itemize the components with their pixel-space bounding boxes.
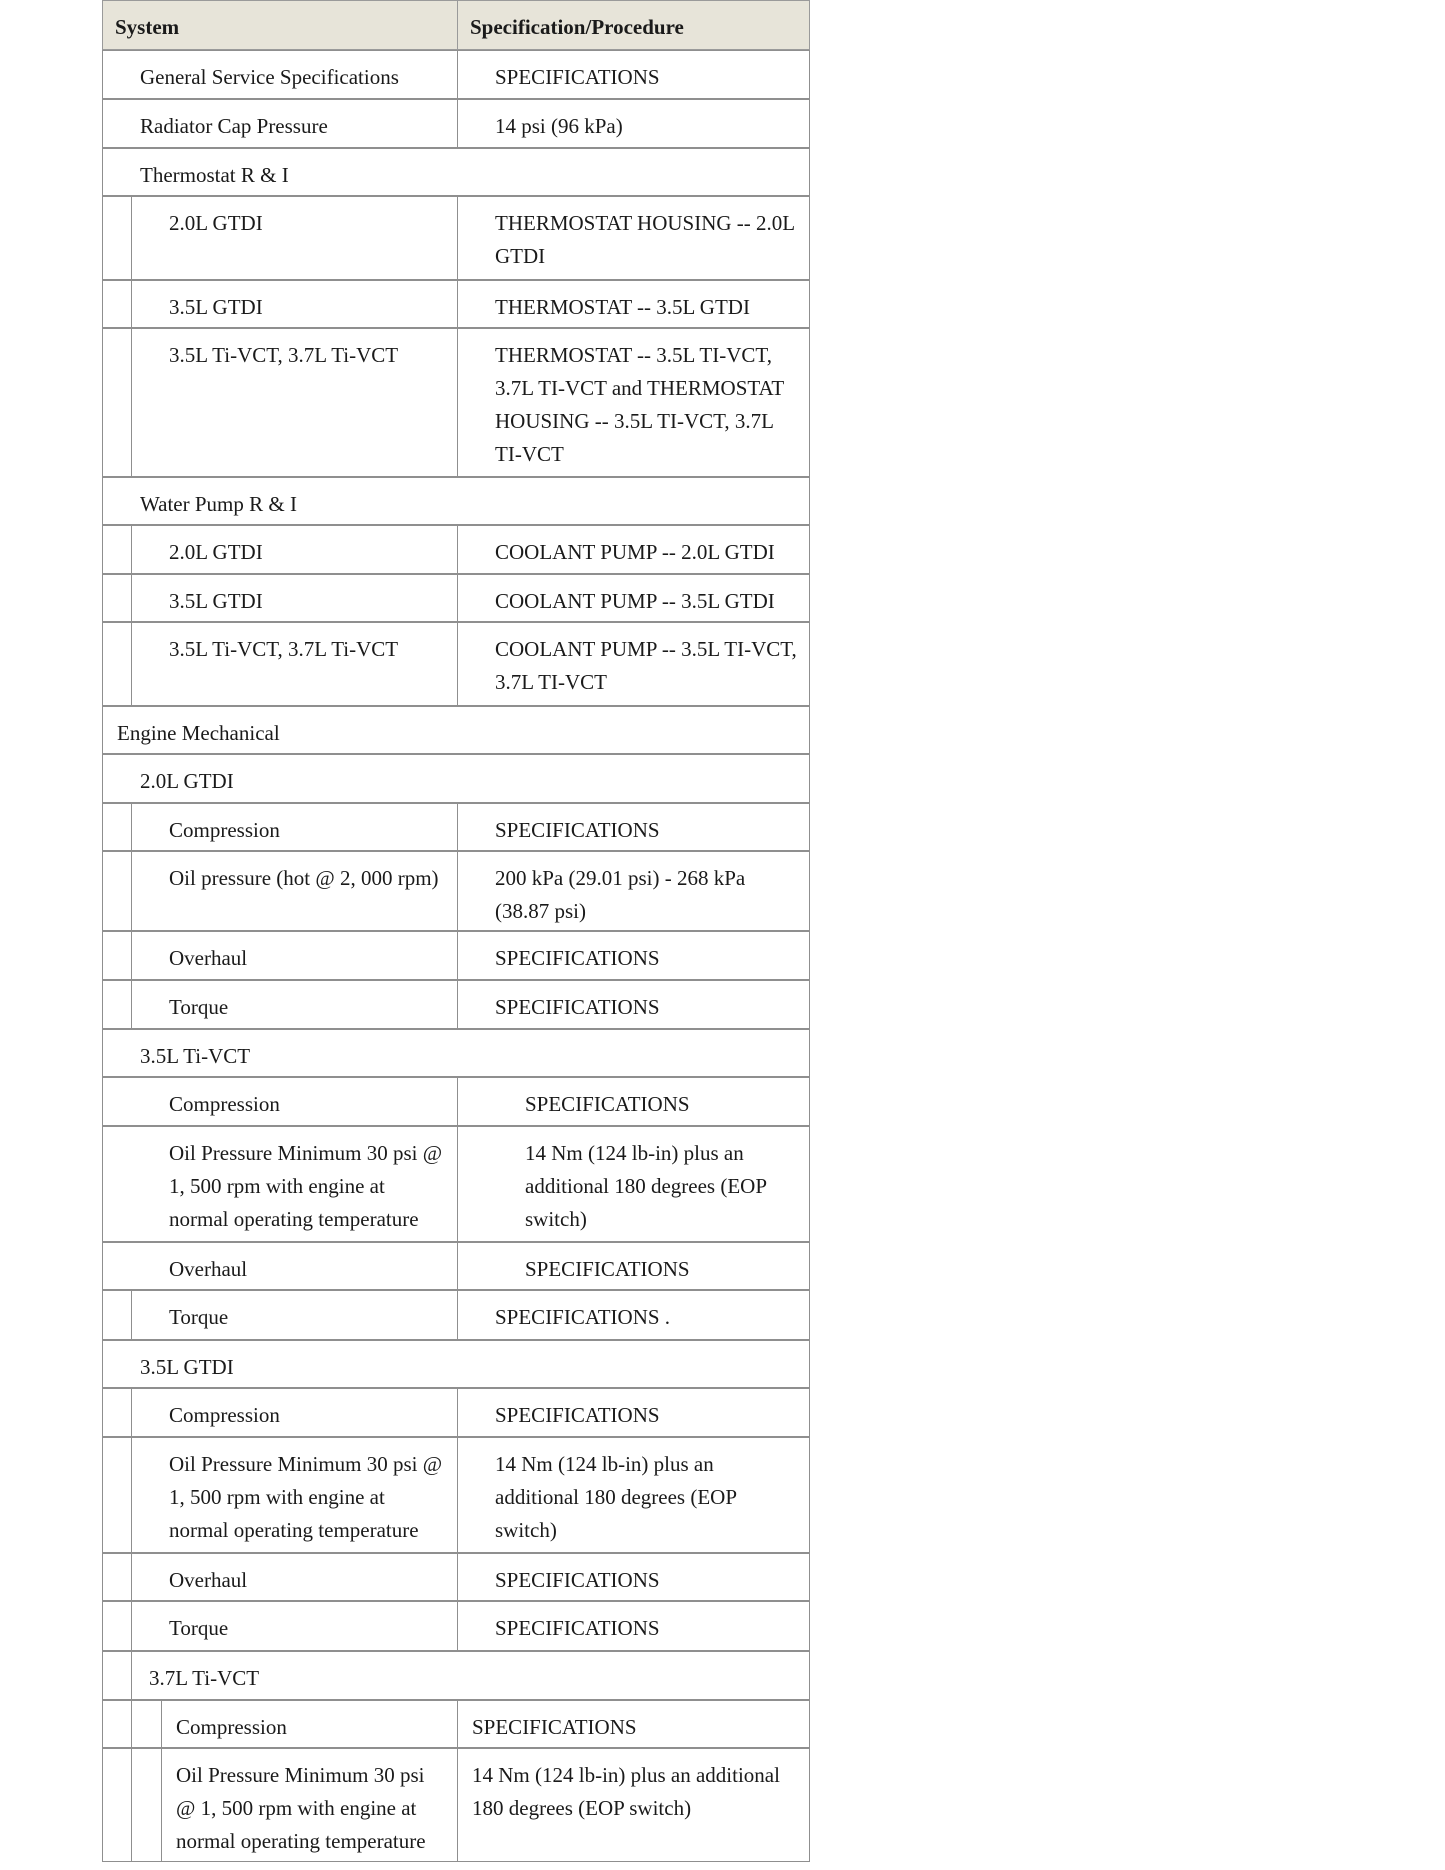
table-row: [102, 196, 810, 280]
indent-gutter: [102, 851, 132, 931]
group-label: Water Pump R & I: [102, 477, 810, 525]
spec-cell: SPECIFICATIONS: [457, 931, 810, 980]
table-row: [102, 1700, 810, 1748]
table-row: [102, 803, 810, 851]
table-row: [102, 931, 810, 980]
header-system: System: [102, 0, 458, 50]
table-row: [102, 1126, 810, 1242]
system-cell: Torque: [131, 980, 458, 1029]
group-row: [102, 148, 810, 196]
group-label: Thermostat R & I: [102, 148, 810, 196]
system-cell: Overhaul: [131, 1553, 458, 1601]
spec-cell: SPECIFICATIONS: [457, 1077, 810, 1126]
table-row: [102, 50, 810, 99]
system-cell: Compression: [131, 1388, 458, 1437]
system-cell: 3.5L GTDI: [131, 280, 458, 328]
table-row: [102, 622, 810, 706]
spec-cell: 14 Nm (124 lb-in) plus an additional 180 degrees (EOP switch): [457, 1437, 810, 1553]
spec-cell: THERMOSTAT -- 3.5L GTDI: [457, 280, 810, 328]
indent-gutter: [102, 1601, 132, 1651]
indent-gutter: [102, 196, 132, 280]
spec-cell: THERMOSTAT -- 3.5L TI-VCT, 3.7L TI-VCT and THERMOSTAT HOUSING -- 3.5L TI-VCT, 3.7L TI-VCT: [457, 328, 810, 477]
system-cell: Overhaul: [102, 1242, 458, 1290]
group-label: 3.7L Ti-VCT: [131, 1651, 810, 1700]
table-row: [102, 99, 810, 148]
indent-gutter: [131, 1700, 162, 1748]
system-cell: Torque: [131, 1290, 458, 1340]
indent-gutter: [102, 1700, 132, 1748]
group-row: [102, 1651, 810, 1700]
indent-gutter: [102, 1437, 132, 1553]
group-row: [102, 1340, 810, 1388]
spec-cell: COOLANT PUMP -- 3.5L TI-VCT, 3.7L TI-VCT: [457, 622, 810, 706]
indent-gutter: [102, 574, 132, 622]
group-label: 3.5L GTDI: [102, 1340, 810, 1388]
indent-gutter: [102, 1553, 132, 1601]
spec-cell: SPECIFICATIONS .: [457, 1290, 810, 1340]
indent-gutter: [102, 328, 132, 477]
spec-cell: SPECIFICATIONS: [457, 1601, 810, 1651]
group-row: [102, 754, 810, 803]
indent-gutter: [102, 1748, 132, 1862]
spec-cell: SPECIFICATIONS: [457, 1553, 810, 1601]
group-label: 2.0L GTDI: [102, 754, 810, 803]
spec-cell: COOLANT PUMP -- 2.0L GTDI: [457, 525, 810, 574]
table-row: [102, 280, 810, 328]
system-cell: Compression: [161, 1700, 458, 1748]
header-specification: Specification/Procedure: [457, 0, 810, 50]
spec-cell: 14 Nm (124 lb-in) plus an additional 180 degrees (EOP switch): [457, 1748, 810, 1862]
spec-cell: COOLANT PUMP -- 3.5L GTDI: [457, 574, 810, 622]
group-label: 3.5L Ti-VCT: [102, 1029, 810, 1077]
indent-gutter: [131, 1748, 162, 1862]
spec-cell: 14 psi (96 kPa): [457, 99, 810, 148]
table-row: [102, 1290, 810, 1340]
spec-cell: SPECIFICATIONS: [457, 1242, 810, 1290]
section-label: Engine Mechanical: [102, 706, 810, 754]
table-row: [102, 525, 810, 574]
indent-gutter: [102, 280, 132, 328]
system-cell: 3.5L Ti-VCT, 3.7L Ti-VCT: [131, 622, 458, 706]
table-row: [102, 1077, 810, 1126]
system-cell: Oil pressure (hot @ 2, 000 rpm): [131, 851, 458, 931]
system-cell: Compression: [131, 803, 458, 851]
system-cell: 2.0L GTDI: [131, 196, 458, 280]
system-cell: Radiator Cap Pressure: [102, 99, 458, 148]
indent-gutter: [102, 980, 132, 1029]
spec-cell: 14 Nm (124 lb-in) plus an additional 180 degrees (EOP switch): [457, 1126, 810, 1242]
spec-cell: THERMOSTAT HOUSING -- 2.0L GTDI: [457, 196, 810, 280]
system-cell: Overhaul: [131, 931, 458, 980]
system-cell: 2.0L GTDI: [131, 525, 458, 574]
system-cell: Oil Pressure Minimum 30 psi @ 1, 500 rpm with engine at normal operating temperature: [102, 1126, 458, 1242]
section-row: [102, 706, 810, 754]
spec-cell: SPECIFICATIONS: [457, 1700, 810, 1748]
indent-gutter: [102, 931, 132, 980]
system-cell: Torque: [131, 1601, 458, 1651]
table-row: [102, 1242, 810, 1290]
table-row: [102, 1388, 810, 1437]
indent-gutter: [102, 803, 132, 851]
spec-cell: 200 kPa (29.01 psi) - 268 kPa (38.87 psi): [457, 851, 810, 931]
group-row: [102, 477, 810, 525]
indent-gutter: [102, 525, 132, 574]
system-cell: Oil Pressure Minimum 30 psi @ 1, 500 rpm with engine at normal operating temperature: [131, 1437, 458, 1553]
table-row: [102, 980, 810, 1029]
system-cell: 3.5L Ti-VCT, 3.7L Ti-VCT: [131, 328, 458, 477]
table-row: [102, 1748, 810, 1862]
spec-cell: SPECIFICATIONS: [457, 50, 810, 99]
indent-gutter: [102, 1290, 132, 1340]
table-row: [102, 574, 810, 622]
indent-gutter: [102, 622, 132, 706]
table-row: [102, 1601, 810, 1651]
indent-gutter: [102, 1651, 132, 1700]
system-cell: Compression: [102, 1077, 458, 1126]
spec-cell: SPECIFICATIONS: [457, 1388, 810, 1437]
indent-gutter: [102, 1388, 132, 1437]
table-row: [102, 328, 810, 477]
table-row: [102, 1553, 810, 1601]
table-header: [102, 0, 810, 50]
spec-cell: SPECIFICATIONS: [457, 980, 810, 1029]
table-row: [102, 1437, 810, 1553]
group-row: [102, 1029, 810, 1077]
system-cell: 3.5L GTDI: [131, 574, 458, 622]
system-cell: General Service Specifications: [102, 50, 458, 99]
table-row: [102, 851, 810, 931]
spec-cell: SPECIFICATIONS: [457, 803, 810, 851]
system-cell: Oil Pressure Minimum 30 psi @ 1, 500 rpm with engine at normal operating temperature: [161, 1748, 458, 1862]
